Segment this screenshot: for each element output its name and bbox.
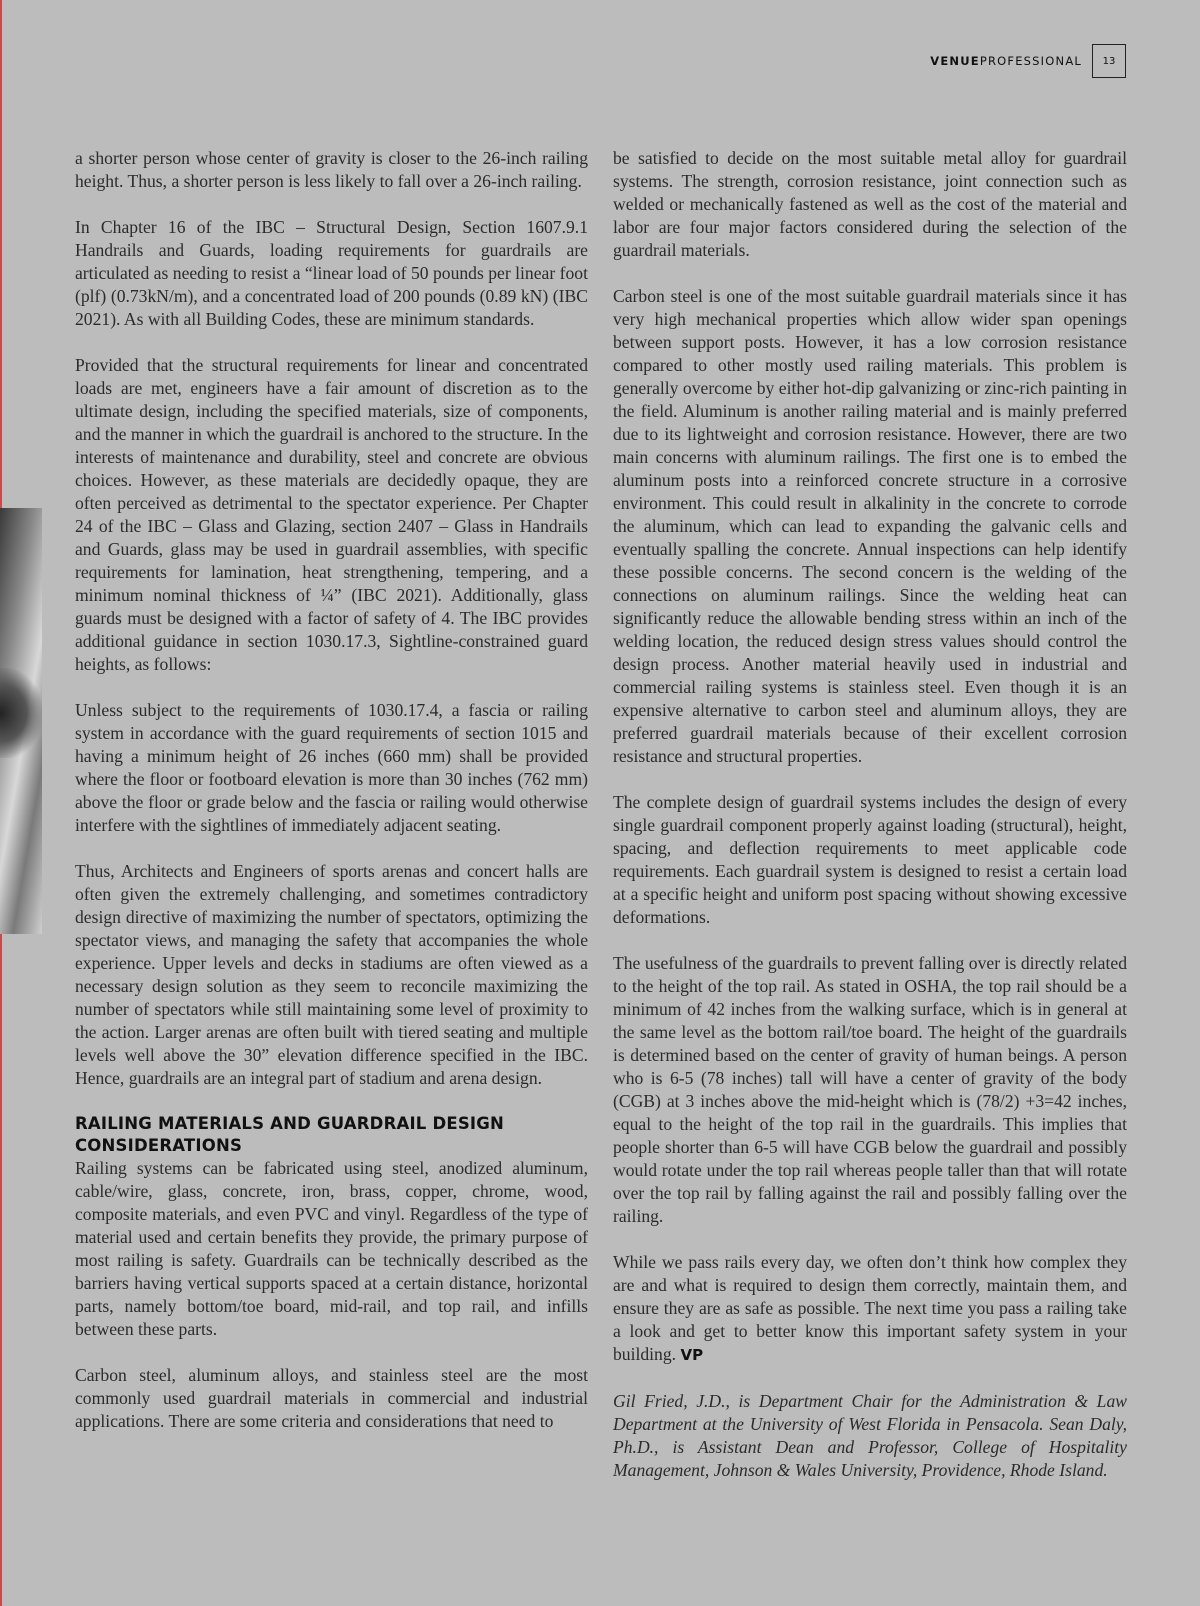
paragraph: Railing systems can be fabricated using steel, anodized aluminum, cable/wire, glass, concrete, iron, brass, copper, chrome, wood, composite materials, and even PVC and vinyl. Regardless of the type of material used and certain benefits they provide, the primary purpose of most railing is safety. Guardrails can be technically described as the barriers having vertical supports spaced at a certain distance, horizontal parts, namely bottom/toe board, mid-rail, and top rail, and infills between these parts. — [75, 1158, 588, 1339]
closing-paragraph — [613, 1251, 1127, 1367]
author-bio: Gil Fried, J.D., is Department Chair for the Administration & Law Department at the University of West Florida in Pensacola. Sean Daly, Ph.D., is Assistant Dean and Professor, College of Hospitality Management, Johnson & Wales University, Providence, Rhode Island. — [613, 1391, 1127, 1480]
photo-fragment — [0, 508, 42, 934]
paragraph: Carbon steel, aluminum alloys, and stainless steel are the most commonly used guardrail materials in commercial and industrial applications. There are some criteria and considerations that need to — [75, 1365, 588, 1431]
paragraph: In Chapter 16 of the IBC – Structural Design, Section 1607.9.1 Handrails and Guards, loading requirements for guardrails are articulated as needing to resist a “linear load of 50 pounds per linear foot (plf) (0.73kN/m), and a concentrated load of 200 pounds (0.89 kN) (IBC 2021). As with all Building Codes, these are minimum standards. — [75, 217, 588, 329]
right-column — [613, 147, 1127, 1505]
paragraph: be satisfied to decide on the most suitable metal alloy for guardrail systems. The strength, corrosion resistance, joint connection such as welded or mechanically fastened as well as the cost of the material and labor are four major factors considered during the selection of the guardrail materials. — [613, 148, 1127, 260]
paragraph: Carbon steel is one of the most suitable guardrail materials since it has very high mechanical properties which allow wider span openings between support posts. However, it has a low corrosion resistance compared to other mostly used railing materials. This problem is generally overcome by either hot-dip galvanizing or zinc-rich painting in the field. Aluminum is another railing material and is mainly preferred due to its lightweight and corrosion resistance. However, there are two main concerns with aluminum railings. The first one is to embed the aluminum posts into a reinforced concrete structure in a corrosive environment. This could result in alkalinity in the concrete to corrode the aluminum, which can lead to expanding the galvanic cells and eventually spalling the concrete. Annual inspections can help identify these possible concerns. The second concern is the welding of the connections on aluminum railings. Since the welding heat can significantly reduce the allowable bending stress within an inch of the welding location, the reduced design stress values should control the design process. Another material heavily used in industrial and commercial railing systems is stainless steel. Even though it is an expensive alternative to carbon steel and aluminum alloys, they are preferred guardrail materials because of their excellent corrosion resistance and structural properties. — [613, 286, 1127, 766]
paragraph: Provided that the structural requirements for linear and concentrated loads are met, engineers have a fair amount of discretion as to the ultimate design, including the specified materials, size of components, and the manner in which the guardrail is anchored to the structure. In the interests of maintenance and durability, steel and concrete are obvious choices. However, as these materials are decidedly opaque, they are often perceived as detrimental to the spectator experience. Per Chapter 24 of the IBC – Glass and Glazing, section 2407 – Glass in Handrails and Guards, glass may be used in guardrail assemblies, with specific requirements for lamination, heat strengthening, tempering, and a minimum nominal thickness of ¼” (IBC 2021). Additionally, glass guards must be designed with a factor of safety of 4. The IBC provides additional guidance in section 1030.17.3, Sightline-constrained guard heights, as follows: — [75, 355, 588, 674]
paragraph: The complete design of guardrail systems includes the design of every single guardrail component properly against loading (structural), height, spacing, and deflection requirements to meet applicable code requirements. Each guardrail system is designed to resist a certain load at a specific height and uniform post spacing without showing excessive deformations. — [613, 792, 1127, 927]
magazine-brand: VENUEPROFESSIONAL — [930, 54, 1082, 68]
closing-text: While we pass rails every day, we often don’t think how complex they are and what is required to design them correctly, maintain them, and ensure they are as safe as possible. The next time you pass a railing take a look and get to better know this important safety system in your building. — [613, 1252, 1127, 1364]
left-column — [75, 147, 588, 1456]
page-number: 13 — [1092, 44, 1126, 78]
paragraph: a shorter person whose center of gravity is closer to the 26-inch railing height. Thus, a shorter person is less likely to fall over a 26-inch railing. — [75, 148, 588, 191]
paragraph: Thus, Architects and Engineers of sports arenas and concert halls are often given the extremely challenging, and sometimes contradictory design directive of maximizing the number of spectators, optimizing the spectator views, and managing the safety that accompanies the whole experience. Upper levels and decks in stadiums are often viewed as a necessary design solution as they seem to reconcile maximizing the number of spectators while still maintaining some level of proximity to the action. Larger arenas are often built with tiered seating and multiple levels well above the 30” elevation difference specified in the IBC. Hence, guardrails are an integral part of stadium and arena design. — [75, 861, 588, 1088]
section-heading: RAILING MATERIALS AND GUARDRAIL DESIGN CONSIDERATIONS — [75, 1114, 504, 1155]
running-header — [930, 44, 1126, 78]
paragraph: The usefulness of the guardrails to prevent falling over is directly related to the height of the top rail. As stated in OSHA, the top rail should be a minimum of 42 inches from the walking surface, which is in general at the same level as the bottom rail/toe board. The height of the guardrails is determined based on the center of gravity of human beings. A person who is 6-5 (78 inches) tall will have a center of gravity of the body (CGB) at 3 inches above the mid-height which is (78/2) +3=42 inches, equal to the height of the top rail in the guardrails. This implies that people shorter than 6-5 will have CGB below the guardrail and possibly would rotate under the top rail whereas people taller than that will rotate over the top rail by falling against the rail and possibly falling over the railing. — [613, 953, 1127, 1226]
end-mark: VP — [680, 1346, 704, 1364]
code-quote-paragraph: Unless subject to the requirements of 1030.17.4, a fascia or railing system in accordance with the guard requirements of section 1015 and having a minimum height of 26 inches (660 mm) shall be provided where the floor or footboard elevation is more than 30 inches (762 mm) above the floor or grade below and the fascia or railing would otherwise interfere with the sightlines of immediately adjacent seating. — [75, 700, 588, 835]
